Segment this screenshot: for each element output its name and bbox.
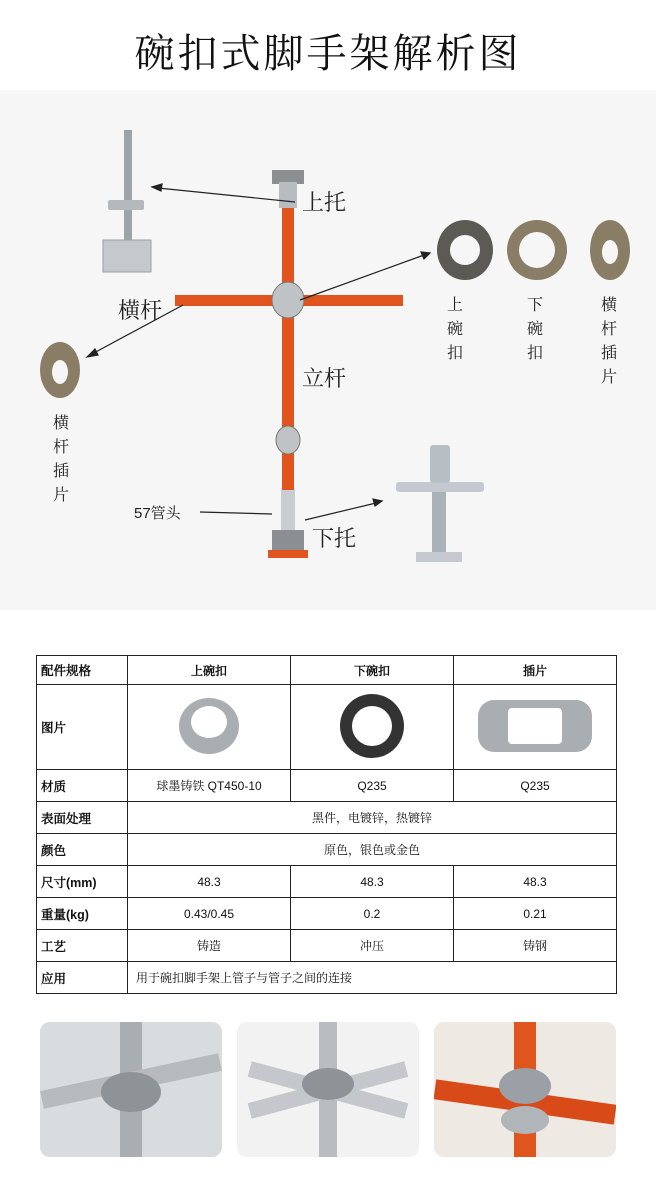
- table-row: [37, 834, 617, 866]
- upper-bowl-photo: [437, 220, 493, 280]
- label-upper-bowl: 上碗扣: [446, 297, 463, 362]
- table-cell: 0.2: [291, 898, 454, 930]
- table-cell: Q235: [454, 770, 617, 802]
- table-row: [37, 866, 617, 898]
- table-row: [37, 930, 617, 962]
- product-photo-silver: [237, 1022, 419, 1157]
- table-header-row: [37, 656, 617, 685]
- insert-image: [454, 685, 617, 770]
- table-cell: 原色，银色或金色: [128, 834, 617, 866]
- spec-table: [36, 655, 617, 994]
- table-row: [37, 685, 617, 770]
- table-cell: 黑件，电镀锌，热镀锌: [128, 802, 617, 834]
- row-label: 工艺: [37, 930, 128, 962]
- row-label: 尺寸(mm): [37, 866, 128, 898]
- table-cell: 冲压: [291, 930, 454, 962]
- page-title: 碗扣式脚手架解析图: [134, 32, 522, 76]
- label-horizontal-bar: 横杆: [118, 298, 163, 323]
- table-header-cell: 下碗扣: [291, 656, 454, 685]
- table-header-cell: 上碗扣: [128, 656, 291, 685]
- table-cell: Q235: [291, 770, 454, 802]
- label-insert-right: 横杆插片: [600, 297, 617, 386]
- row-label: 重量(kg): [37, 898, 128, 930]
- row-label: 应用: [37, 962, 128, 994]
- table-cell: 48.3: [128, 866, 291, 898]
- table-cell: 0.43/0.45: [128, 898, 291, 930]
- label-bottom-support: 下托: [312, 526, 357, 551]
- table-cell: 铸造: [128, 930, 291, 962]
- bottom-support-photo: [396, 445, 484, 562]
- label-top-support: 上托: [302, 190, 347, 215]
- table-header-cell: 配件规格: [37, 656, 128, 685]
- lower-bowl-image: [291, 685, 454, 770]
- lower-bowl-photo: [507, 220, 567, 280]
- table-cell: 球墨铸铁 QT450-10: [128, 770, 291, 802]
- product-photo-orange: [434, 1022, 616, 1157]
- label-insert-left: 横杆插片: [52, 415, 69, 504]
- table-header-cell: 插片: [454, 656, 617, 685]
- table-row: [37, 898, 617, 930]
- table-row: [37, 770, 617, 802]
- table-cell: 48.3: [454, 866, 617, 898]
- scaffold-diagram: [0, 90, 656, 650]
- upper-bowl-image: [128, 685, 291, 770]
- label-vertical-pole: 立杆: [302, 366, 347, 391]
- table-cell: 48.3: [291, 866, 454, 898]
- top-support-photo: [103, 130, 151, 272]
- row-label: 材质: [37, 770, 128, 802]
- table-row: [37, 962, 617, 994]
- table-row: [37, 802, 617, 834]
- row-label: 图片: [37, 685, 128, 770]
- label-pipe-head: 57管头: [134, 505, 181, 522]
- row-label: 表面处理: [37, 802, 128, 834]
- row-label: 颜色: [37, 834, 128, 866]
- insert-photo-left: [40, 342, 80, 398]
- table-cell: 0.21: [454, 898, 617, 930]
- insert-photo-right: [590, 220, 630, 280]
- label-lower-bowl: 下碗扣: [526, 297, 543, 362]
- table-cell: 用于碗扣脚手架上管子与管子之间的连接: [128, 962, 617, 994]
- product-photos: [40, 1022, 616, 1157]
- product-photo-galvanized: [40, 1022, 222, 1157]
- table-cell: 铸钢: [454, 930, 617, 962]
